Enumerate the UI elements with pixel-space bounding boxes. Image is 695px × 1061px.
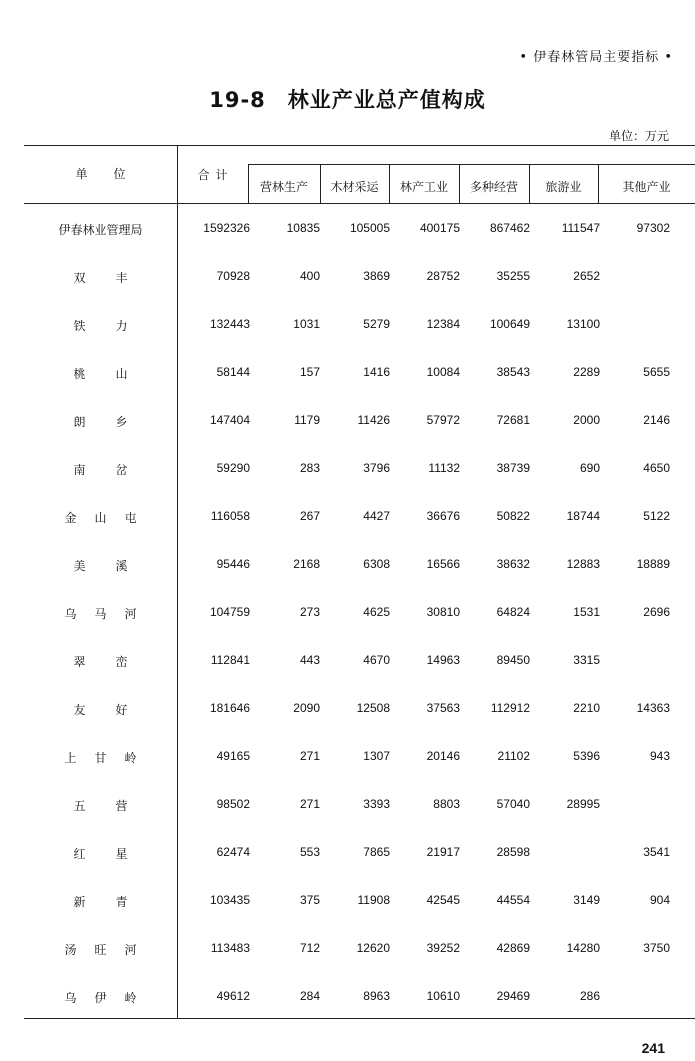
table-cell: 13100 [566,317,600,331]
table-cell: 18889 [636,557,670,571]
table-cell: 111547 [561,221,600,235]
table-cell: 105005 [349,221,390,235]
row-unit-name: 乌马河 [64,607,155,621]
table-cell: 12620 [356,941,390,955]
page-number: 241 [641,1040,665,1056]
table-row [0,605,695,625]
table-row [0,413,695,433]
table-cell: 400 [299,269,320,283]
table-cell: 2652 [573,269,600,283]
table-row [0,269,695,289]
table-cell: 100649 [489,317,530,331]
table-cell: 712 [299,941,320,955]
table-cell: 12508 [356,701,390,715]
table-row [0,749,695,769]
table-cell: 4625 [363,605,390,619]
table-cell: 113483 [210,941,250,955]
table-cell: 18744 [566,509,600,523]
table-row [0,317,695,337]
table-cell: 5279 [363,317,390,331]
table-cell: 70928 [216,269,250,283]
table-cell: 1179 [294,413,320,427]
table-cell: 89450 [496,653,530,667]
table-cell: 400175 [419,221,460,235]
row-unit-name: 五营 [73,799,158,813]
table-cell: 21102 [497,749,530,763]
table-cell: 375 [299,893,320,907]
table-cell: 3315 [573,653,600,667]
table-top-rule [24,145,695,146]
row-unit-name: 朗乡 [73,415,158,429]
table-cell: 116058 [210,509,250,523]
table-cell: 49165 [216,749,250,763]
table-row [0,941,695,961]
table-cell: 58144 [216,365,250,379]
table-cell: 7865 [363,845,390,859]
table-cell: 11426 [357,413,390,427]
table-cell: 4670 [363,653,390,667]
column-header-sub: 多种经营 [469,180,518,194]
table-cell: 1416 [363,365,390,379]
table-row [0,509,695,529]
table-row [0,557,695,577]
table-cell: 95446 [216,557,250,571]
table-cell: 97302 [636,221,670,235]
table-cell: 39252 [426,941,460,955]
table-cell: 1531 [573,605,600,619]
table-cell: 2696 [643,605,670,619]
row-unit-name: 伊春林业管理局 [58,223,143,237]
table-cell: 11132 [428,461,460,475]
table-cell: 28995 [566,797,600,811]
table-cell: 132443 [209,317,250,331]
row-unit-name: 金山屯 [64,511,155,525]
running-head: • 伊春林管局主要指标 • [519,50,673,65]
table-cell: 286 [579,989,600,1003]
table-cell: 12883 [566,557,600,571]
table-cell: 16566 [426,557,460,571]
table-cell: 943 [649,749,670,763]
table-cell: 38739 [496,461,530,475]
table-cell: 49612 [216,989,250,1003]
table-cell: 271 [299,797,320,811]
column-header-unit: 单位 [75,167,152,181]
row-unit-name: 铁力 [73,319,158,333]
row-unit-name: 南岔 [73,463,158,477]
row-unit-name: 桃山 [73,367,158,381]
table-cell: 283 [299,461,320,475]
table-cell: 6308 [363,557,390,571]
table-row [0,989,695,1009]
row-unit-name: 红星 [73,847,158,861]
table-cell: 273 [299,605,320,619]
table-cell: 28598 [496,845,530,859]
table-cell: 42869 [496,941,530,955]
table-cell: 3149 [573,893,600,907]
row-unit-name: 友好 [73,703,158,717]
column-header-sub: 林产工业 [399,180,448,194]
table-cell: 30810 [426,605,460,619]
table-cell: 443 [299,653,320,667]
row-unit-name: 乌伊岭 [64,991,155,1005]
table-cell: 57972 [426,413,460,427]
table-cell: 2210 [573,701,600,715]
column-header-sub: 旅游业 [545,180,582,194]
table-cell: 5396 [573,749,600,763]
table-cell: 8803 [433,797,460,811]
table-cell: 38632 [496,557,530,571]
table-cell: 57040 [496,797,530,811]
table-cell: 104759 [209,605,250,619]
row-unit-name: 美溪 [73,559,158,573]
table-cell: 64824 [496,605,530,619]
table-cell: 181646 [209,701,250,715]
row-unit-name: 上甘岭 [64,751,155,765]
table-cell: 21917 [426,845,460,859]
column-header-sub: 木材采运 [330,180,379,194]
table-cell: 867462 [489,221,530,235]
table-cell: 3393 [363,797,390,811]
table-cell: 72681 [496,413,530,427]
table-cell: 267 [299,509,320,523]
table-cell: 3750 [643,941,670,955]
table-cell: 284 [299,989,320,1003]
table-cell: 28752 [426,269,460,283]
table-row [0,653,695,673]
table-cell: 10084 [426,365,460,379]
table-cell: 36676 [426,509,460,523]
table-cell: 14363 [636,701,670,715]
table-cell: 50822 [496,509,530,523]
table-row [0,797,695,817]
table-row [0,221,695,241]
table-cell: 12384 [426,317,460,331]
column-header-sub: 其他产业 [622,180,671,194]
table-cell: 10835 [286,221,320,235]
table-cell: 59290 [216,461,250,475]
row-unit-name: 汤旺河 [64,943,155,957]
table-cell: 8963 [363,989,390,1003]
table-cell: 5122 [643,509,670,523]
table-cell: 14963 [426,653,460,667]
subheader-rule [248,164,695,165]
table-cell: 147404 [209,413,250,427]
table-cell: 271 [299,749,320,763]
table-cell: 14280 [566,941,600,955]
table-number: 19-8 [209,88,266,112]
table-cell: 103435 [209,893,250,907]
table-cell: 112841 [210,653,250,667]
table-row [0,845,695,865]
table-cell: 553 [299,845,320,859]
table-cell: 20146 [426,749,460,763]
page-title [0,84,695,114]
table-cell: 42545 [426,893,460,907]
table-cell: 904 [649,893,670,907]
table-cell: 44554 [496,893,530,907]
table-row [0,461,695,481]
table-row [0,701,695,721]
table-cell: 3541 [643,845,670,859]
row-unit-name: 双丰 [73,271,158,285]
table-cell: 112912 [490,701,530,715]
table-bottom-rule [24,1018,695,1019]
table-row [0,365,695,385]
column-header-sub: 营林生产 [259,180,308,194]
table-cell: 37563 [426,701,460,715]
table-title: 林业产业总产值构成 [287,88,486,112]
table-cell: 62474 [216,845,250,859]
row-unit-name: 新青 [73,895,158,909]
table-row [0,893,695,913]
table-cell: 11908 [357,893,390,907]
table-cell: 2090 [293,701,320,715]
table-cell: 10610 [426,989,460,1003]
table-cell: 2168 [293,557,320,571]
table-cell: 1307 [363,749,390,763]
header-bottom-rule [24,203,695,204]
table-cell: 2146 [643,413,670,427]
table-cell: 4650 [643,461,670,475]
table-cell: 3869 [363,269,390,283]
table-cell: 5655 [643,365,670,379]
table-cell: 29469 [496,989,530,1003]
unit-label: 单位：万元 [608,129,669,143]
table-cell: 3796 [363,461,390,475]
table-cell: 1031 [293,317,320,331]
table-cell: 98502 [216,797,250,811]
table-cell: 1592326 [203,221,250,235]
table-cell: 2289 [573,365,600,379]
table-cell: 2000 [573,413,600,427]
table-cell: 4427 [363,509,390,523]
column-header-total: 合计 [197,168,234,182]
table-cell: 157 [299,365,320,379]
table-cell: 690 [579,461,600,475]
table-cell: 35255 [496,269,530,283]
table-cell: 38543 [496,365,530,379]
row-unit-name: 翠峦 [73,655,158,669]
